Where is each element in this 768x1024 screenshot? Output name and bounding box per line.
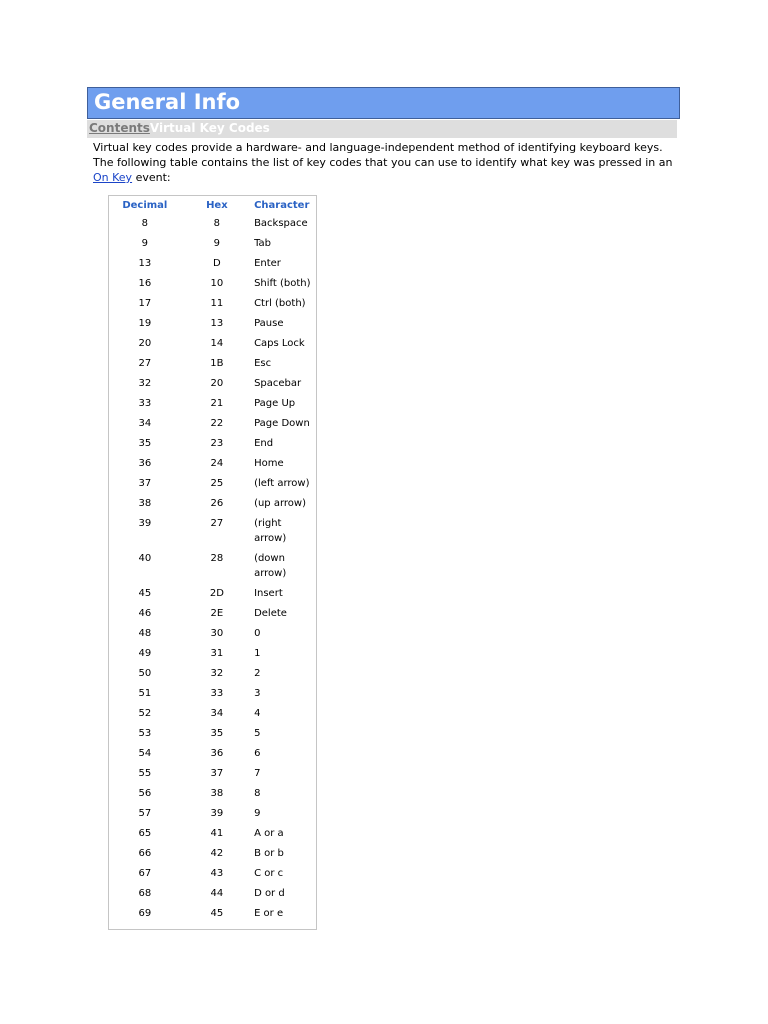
cell-decimal: 9 (141, 238, 149, 249)
table-row (109, 645, 316, 665)
cell-character: D or d (254, 888, 285, 899)
cell-hex: 2D (209, 588, 224, 599)
table-row (109, 475, 316, 495)
table-row (109, 455, 316, 475)
cell-character: Esc (254, 358, 272, 369)
cell-decimal: 66 (138, 848, 152, 859)
cell-hex: 34 (210, 708, 224, 719)
intro-paragraph (93, 140, 683, 185)
cell-character: 6 (254, 748, 261, 759)
cell-decimal: 57 (138, 808, 152, 819)
breadcrumb (87, 120, 677, 138)
cell-hex: 2E (210, 608, 224, 619)
cell-decimal: 67 (138, 868, 152, 879)
cell-hex: 44 (210, 888, 224, 899)
intro-text-before: Virtual key codes provide a hardware- and language-independent method of identifying keyboard keys. The following table contains the list of key codes that you can use to identify what key was pressed in an (93, 141, 673, 169)
cell-decimal: 50 (138, 668, 152, 679)
cell-character: (up arrow) (254, 498, 306, 509)
cell-hex: 10 (210, 278, 224, 289)
cell-hex: 35 (210, 728, 224, 739)
table-row (109, 625, 316, 645)
table-row (109, 275, 316, 295)
cell-hex: 20 (210, 378, 224, 389)
table-row (109, 585, 316, 605)
cell-character: Ctrl (both) (254, 298, 306, 309)
cell-character: 7 (254, 768, 261, 779)
cell-decimal: 17 (138, 298, 152, 309)
table-row (109, 725, 316, 745)
cell-decimal: 36 (138, 458, 152, 469)
cell-character: 4 (254, 708, 261, 719)
table-row (109, 765, 316, 785)
cell-decimal: 49 (138, 648, 152, 659)
table-row (109, 375, 316, 395)
cell-character: Delete (254, 608, 287, 619)
cell-character: Page Down (254, 418, 310, 429)
cell-hex: 13 (210, 318, 224, 329)
cell-character: Insert (254, 588, 283, 599)
cell-hex: 24 (210, 458, 224, 469)
breadcrumb-contents-link[interactable]: Contents (89, 121, 150, 135)
cell-hex: 27 (210, 518, 224, 529)
cell-decimal: 20 (138, 338, 152, 349)
column-header-decimal: Decimal (122, 200, 168, 211)
cell-decimal: 48 (138, 628, 152, 639)
cell-decimal: 35 (138, 438, 152, 449)
key-code-table (109, 196, 316, 925)
table-row (109, 885, 316, 905)
cell-character: (right arrow) (254, 518, 287, 544)
cell-hex: 14 (210, 338, 224, 349)
cell-hex: 31 (210, 648, 224, 659)
cell-character: Shift (both) (254, 278, 311, 289)
cell-hex: 43 (210, 868, 224, 879)
table-row (109, 495, 316, 515)
table-row (109, 255, 316, 275)
table-row (109, 845, 316, 865)
cell-decimal: 27 (138, 358, 152, 369)
cell-decimal: 54 (138, 748, 152, 759)
table-row (109, 215, 316, 235)
cell-decimal: 68 (138, 888, 152, 899)
cell-character: 3 (254, 688, 261, 699)
cell-character: 2 (254, 668, 261, 679)
table-row (109, 550, 316, 585)
cell-character: Page Up (254, 398, 296, 409)
table-body (109, 215, 316, 925)
cell-hex: 9 (213, 238, 221, 249)
intro-text-after: event: (132, 171, 171, 184)
table-row (109, 665, 316, 685)
cell-hex: 25 (210, 478, 224, 489)
table-row (109, 315, 316, 335)
cell-hex: 36 (210, 748, 224, 759)
cell-character: 5 (254, 728, 261, 739)
cell-decimal: 39 (138, 518, 152, 529)
cell-hex: 38 (210, 788, 224, 799)
column-header-character: Character (254, 200, 310, 211)
cell-hex: 1B (210, 358, 224, 369)
cell-decimal: 13 (138, 258, 152, 269)
table-row (109, 235, 316, 255)
cell-character: (down arrow) (254, 553, 287, 579)
cell-hex: 32 (210, 668, 224, 679)
breadcrumb-current: Virtual Key Codes (149, 121, 270, 135)
cell-decimal: 40 (138, 553, 152, 564)
cell-hex: 45 (210, 908, 224, 919)
table-row (109, 515, 316, 550)
cell-character: Caps Lock (254, 338, 305, 349)
cell-decimal: 52 (138, 708, 152, 719)
cell-hex: 33 (210, 688, 224, 699)
table-row (109, 905, 316, 925)
cell-character: C or c (254, 868, 284, 879)
cell-character: Enter (254, 258, 281, 269)
on-key-link[interactable]: On Key (93, 171, 133, 184)
table-row (109, 805, 316, 825)
table-header-row (109, 196, 316, 215)
cell-hex: 21 (210, 398, 224, 409)
cell-hex: 22 (210, 418, 224, 429)
cell-decimal: 45 (138, 588, 152, 599)
cell-character: 1 (254, 648, 261, 659)
cell-decimal: 46 (138, 608, 152, 619)
cell-character: Backspace (254, 218, 308, 229)
cell-decimal: 8 (141, 218, 149, 229)
cell-character: A or a (254, 828, 284, 839)
cell-character: Tab (254, 238, 271, 249)
page-title: General Info (94, 90, 241, 114)
cell-hex: 30 (210, 628, 224, 639)
title-bar (87, 87, 680, 119)
cell-decimal: 32 (138, 378, 152, 389)
cell-character: Home (254, 458, 284, 469)
cell-decimal: 34 (138, 418, 152, 429)
table-row (109, 865, 316, 885)
cell-decimal: 56 (138, 788, 152, 799)
table-row (109, 355, 316, 375)
cell-character: B or b (254, 848, 284, 859)
cell-character: Pause (254, 318, 284, 329)
cell-decimal: 38 (138, 498, 152, 509)
cell-hex: 28 (210, 553, 224, 564)
cell-decimal: 51 (138, 688, 152, 699)
table-row (109, 395, 316, 415)
cell-decimal: 69 (138, 908, 152, 919)
cell-hex: 41 (210, 828, 224, 839)
cell-character: 9 (254, 808, 261, 819)
key-code-table-container (108, 195, 317, 930)
cell-decimal: 65 (138, 828, 152, 839)
cell-hex: 8 (213, 218, 221, 229)
cell-decimal: 53 (138, 728, 152, 739)
table-row (109, 685, 316, 705)
cell-decimal: 19 (138, 318, 152, 329)
cell-decimal: 33 (138, 398, 152, 409)
cell-character: 0 (254, 628, 261, 639)
table-row (109, 785, 316, 805)
cell-character: 8 (254, 788, 261, 799)
table-row (109, 825, 316, 845)
cell-character: Spacebar (254, 378, 302, 389)
cell-decimal: 55 (138, 768, 152, 779)
column-header-hex: Hex (206, 200, 228, 211)
table-row (109, 335, 316, 355)
table-row (109, 435, 316, 455)
cell-character: (left arrow) (254, 478, 310, 489)
cell-decimal: 16 (138, 278, 152, 289)
table-row (109, 605, 316, 625)
cell-character: E or e (254, 908, 284, 919)
cell-hex: 37 (210, 768, 224, 779)
table-row (109, 705, 316, 725)
cell-hex: 23 (210, 438, 224, 449)
table-row (109, 415, 316, 435)
cell-character: End (254, 438, 274, 449)
cell-hex: 26 (210, 498, 224, 509)
cell-hex: D (213, 258, 221, 269)
cell-hex: 42 (210, 848, 224, 859)
table-row (109, 745, 316, 765)
cell-hex: 39 (210, 808, 224, 819)
table-row (109, 295, 316, 315)
cell-hex: 11 (210, 298, 224, 309)
cell-decimal: 37 (138, 478, 152, 489)
